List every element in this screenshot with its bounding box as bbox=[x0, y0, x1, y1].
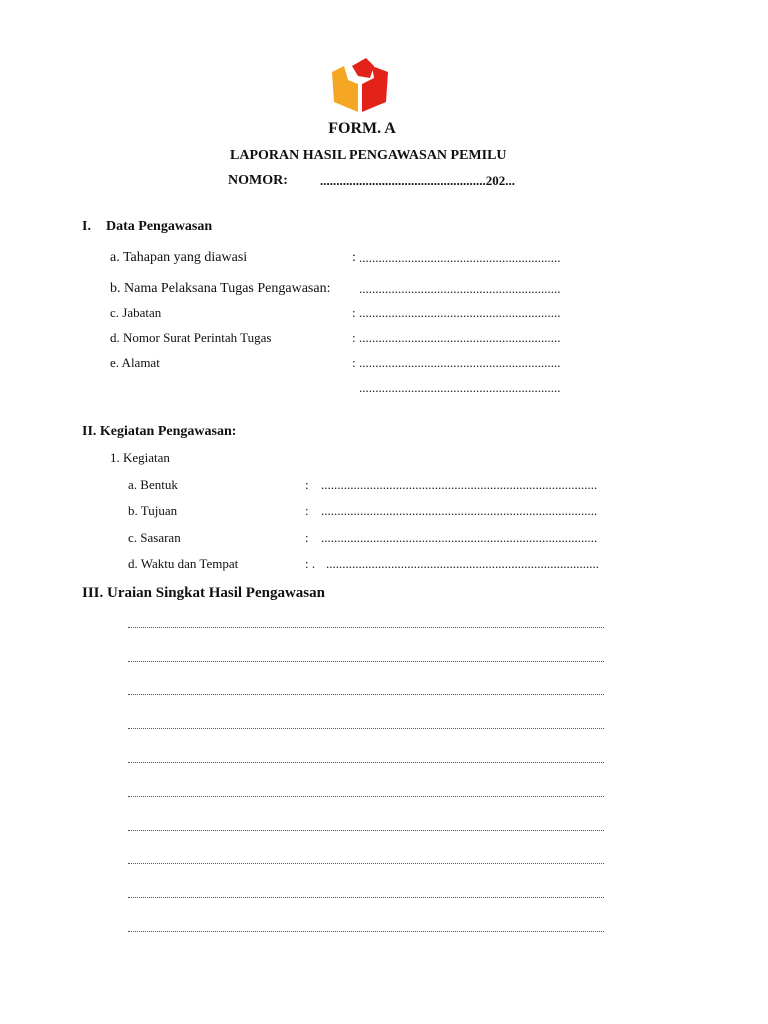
item-d-value: .............................................................. bbox=[359, 330, 561, 345]
section2-subheading: 1. Kegiatan bbox=[110, 450, 170, 465]
bawaslu-logo bbox=[330, 58, 390, 114]
logo-top-red bbox=[352, 58, 374, 78]
kegiatan-sasaran-label: c. Sasaran bbox=[128, 530, 181, 545]
uraian-line bbox=[128, 863, 604, 864]
item-b-value: .............................................................. bbox=[359, 281, 561, 296]
uraian-line bbox=[128, 694, 604, 695]
kegiatan-tujuan-colon: : bbox=[305, 503, 309, 518]
kegiatan-waktu-value: .................................................................................... bbox=[326, 556, 599, 571]
section3-heading: III. Uraian Singkat Hasil Pengawasan bbox=[82, 585, 325, 601]
logo-left-orange bbox=[332, 66, 358, 112]
uraian-line bbox=[128, 830, 604, 831]
uraian-line bbox=[128, 627, 604, 628]
section1-number: I. bbox=[82, 219, 91, 234]
kegiatan-tujuan-label: b. Tujuan bbox=[128, 503, 178, 518]
item-a-label: a. Tahapan yang diawasi bbox=[110, 250, 248, 265]
uraian-line bbox=[128, 897, 604, 898]
item-e-colon: : bbox=[352, 355, 356, 370]
item-d-label: d. Nomor Surat Perintah Tugas bbox=[110, 330, 272, 345]
item-c-label: c. Jabatan bbox=[110, 305, 162, 320]
kegiatan-tujuan-value: ..................................................................................... bbox=[321, 503, 598, 518]
uraian-line bbox=[128, 931, 604, 932]
uraian-line bbox=[128, 762, 604, 763]
section1-heading: Data Pengawasan bbox=[106, 219, 213, 234]
uraian-line bbox=[128, 728, 604, 729]
nomor-label: NOMOR: bbox=[228, 173, 288, 188]
item-e-label: e. Alamat bbox=[110, 355, 160, 370]
item-e-extra-line: .............................................................. bbox=[359, 380, 561, 395]
item-e-value: .............................................................. bbox=[359, 355, 561, 370]
kegiatan-bentuk-value: ..................................................................................... bbox=[321, 477, 598, 492]
item-d-colon: : bbox=[352, 330, 356, 345]
report-title: LAPORAN HASIL PENGAWASAN PEMILU bbox=[230, 148, 507, 163]
kegiatan-sasaran-colon: : bbox=[305, 530, 309, 545]
kegiatan-waktu-colon: : . bbox=[305, 556, 316, 571]
kegiatan-waktu-label: d. Waktu dan Tempat bbox=[128, 556, 239, 571]
kegiatan-bentuk-colon: : bbox=[305, 477, 309, 492]
kegiatan-sasaran-value: ..................................................................................... bbox=[321, 530, 598, 545]
uraian-line bbox=[128, 661, 604, 662]
item-c-value: .............................................................. bbox=[359, 305, 561, 320]
item-a-colon: : bbox=[352, 250, 356, 265]
form-title: FORM. A bbox=[328, 120, 396, 137]
item-a-value: .............................................................. bbox=[359, 250, 561, 265]
nomor-value: ...................................................202... bbox=[320, 173, 515, 188]
section2-heading: II. Kegiatan Pengawasan: bbox=[82, 424, 237, 439]
kegiatan-bentuk-label: a. Bentuk bbox=[128, 477, 178, 492]
item-c-colon: : bbox=[352, 305, 356, 320]
item-b-label: b. Nama Pelaksana Tugas Pengawasan: bbox=[110, 281, 331, 296]
uraian-line bbox=[128, 796, 604, 797]
